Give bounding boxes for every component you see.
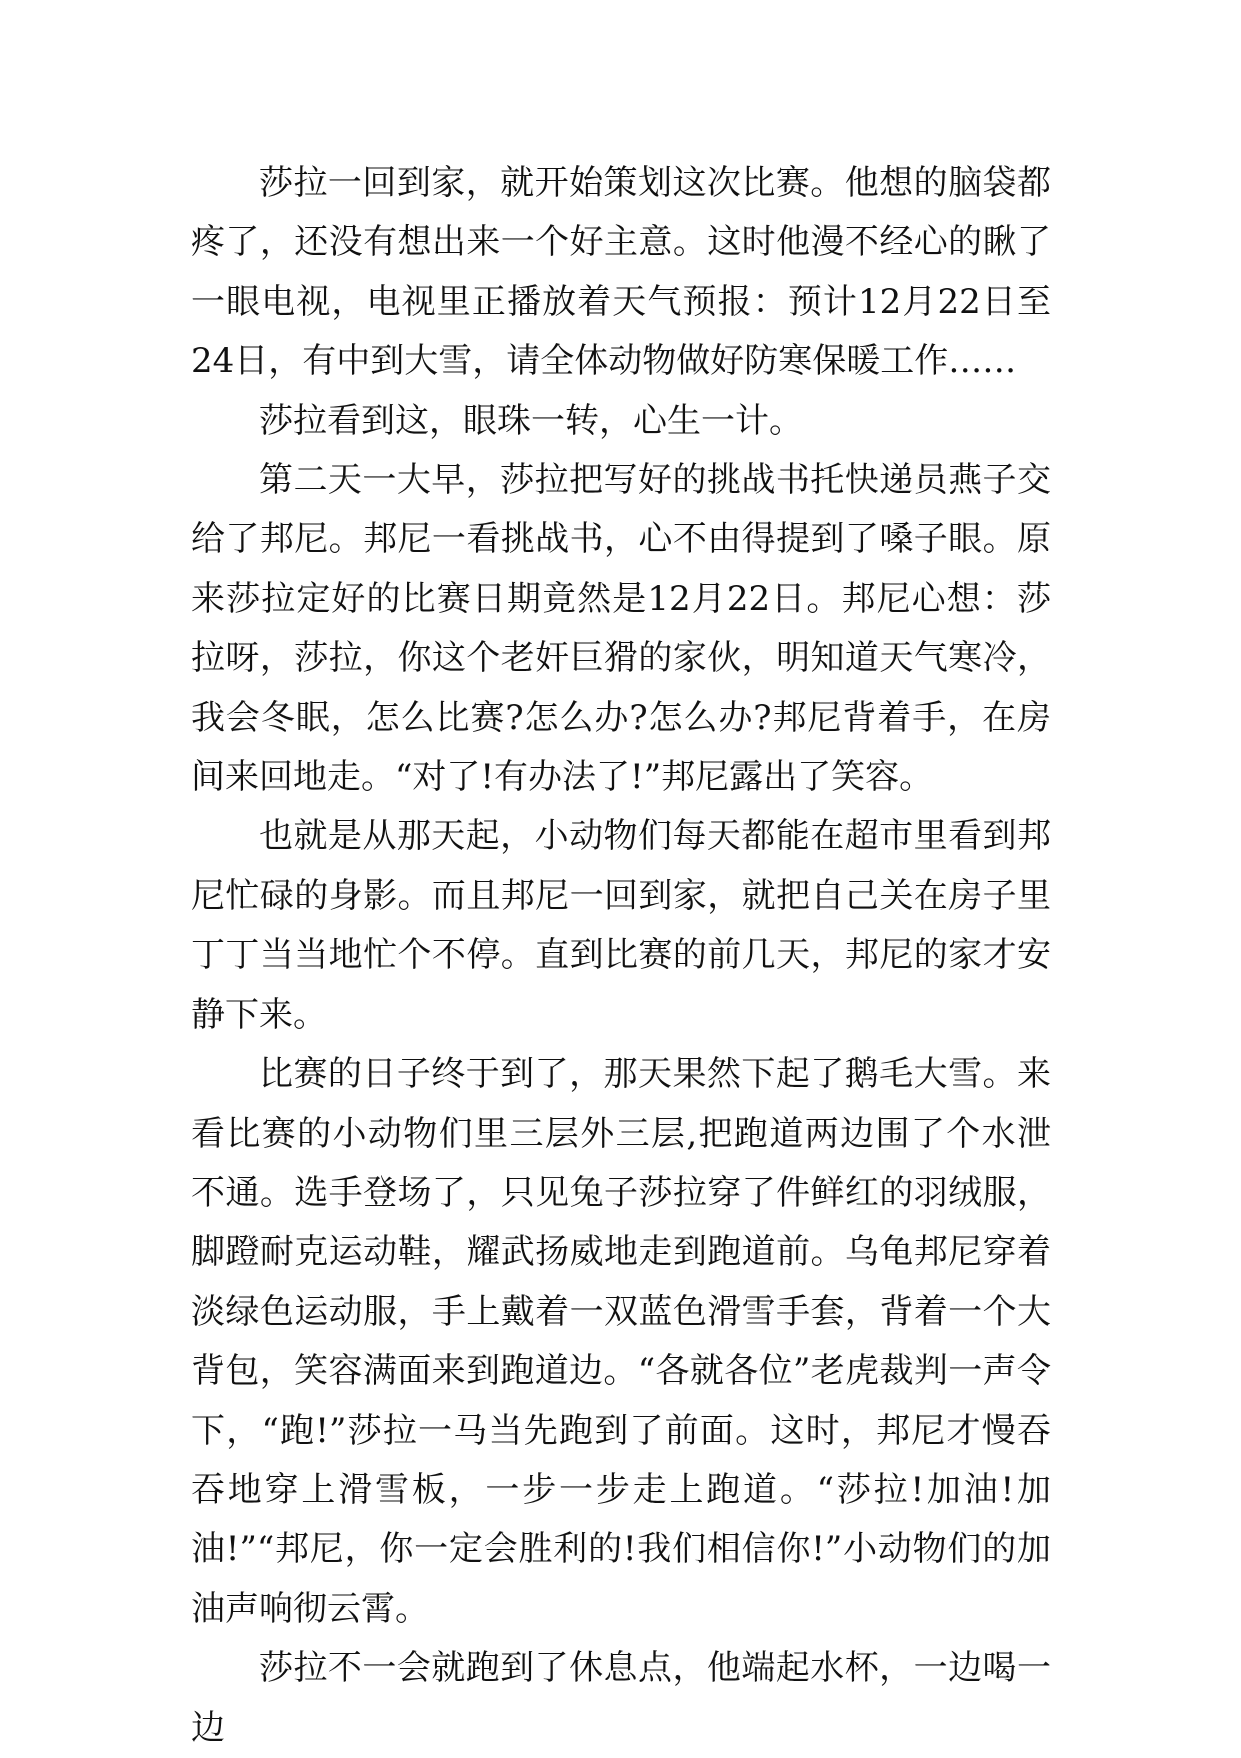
- paragraph-2: 莎拉看到这，眼珠一转，心生一计。: [259, 400, 803, 441]
- paragraph-4: 也就是从那天起，小动物们每天都能在超市里看到邦尼忙碌的身影。而且邦尼一回到家，就把自己关在房子里丁丁当当地忙个不停。直到比赛的前几天，邦尼的家才安静下来。: [191, 816, 1051, 1035]
- paragraph-3: 第二天一大早，莎拉把写好的挑战书托快递员燕子交给了邦尼。邦尼一看挑战书，心不由得提到了嗓子眼。原来莎拉定好的比赛日期竟然是12月22日。邦尼心想：莎拉呀，莎拉，你这个老奸巨猾的家伙，明知道天气寒冷，我会冬眠，怎么比赛?怎么办?怎么办?邦尼背着手，在房间来回地走。“对了!有办法了!”邦尼露出了笑容。: [191, 460, 1051, 798]
- paragraph-5: 比赛的日子终于到了，那天果然下起了鹅毛大雪。来看比赛的小动物们里三层外三层,把跑道两边围了个水泄不通。选手登场了，只见兔子莎拉穿了件鲜红的羽绒服，脚蹬耐克运动鞋，耀武扬威地走到跑道前。乌龟邦尼穿着淡绿色运动服，手上戴着一双蓝色滑雪手套，背着一个大背包，笑容满面来到跑道边。“各就各位”老虎裁判一声令下，“跑!”莎拉一马当先跑到了前面。这时，邦尼才慢吞吞地穿上滑雪板，一步一步走上跑道。“莎拉!加油!加油!”“邦尼，你一定会胜利的!我们相信你!”小动物们的加油声响彻云霄。: [191, 1054, 1051, 1629]
- paragraph-6: 莎拉不一会就跑到了休息点，他端起水杯，一边喝一边: [191, 1648, 1051, 1748]
- document-body: [191, 154, 1051, 1758]
- paragraph-1: 莎拉一回到家，就开始策划这次比赛。他想的脑袋都疼了，还没有想出来一个好主意。这时他漫不经心的瞅了一眼电视，电视里正播放着天气预报：预计12月22日至24日，有中到大雪，请全体动物做好防寒保暖工作……: [191, 163, 1051, 382]
